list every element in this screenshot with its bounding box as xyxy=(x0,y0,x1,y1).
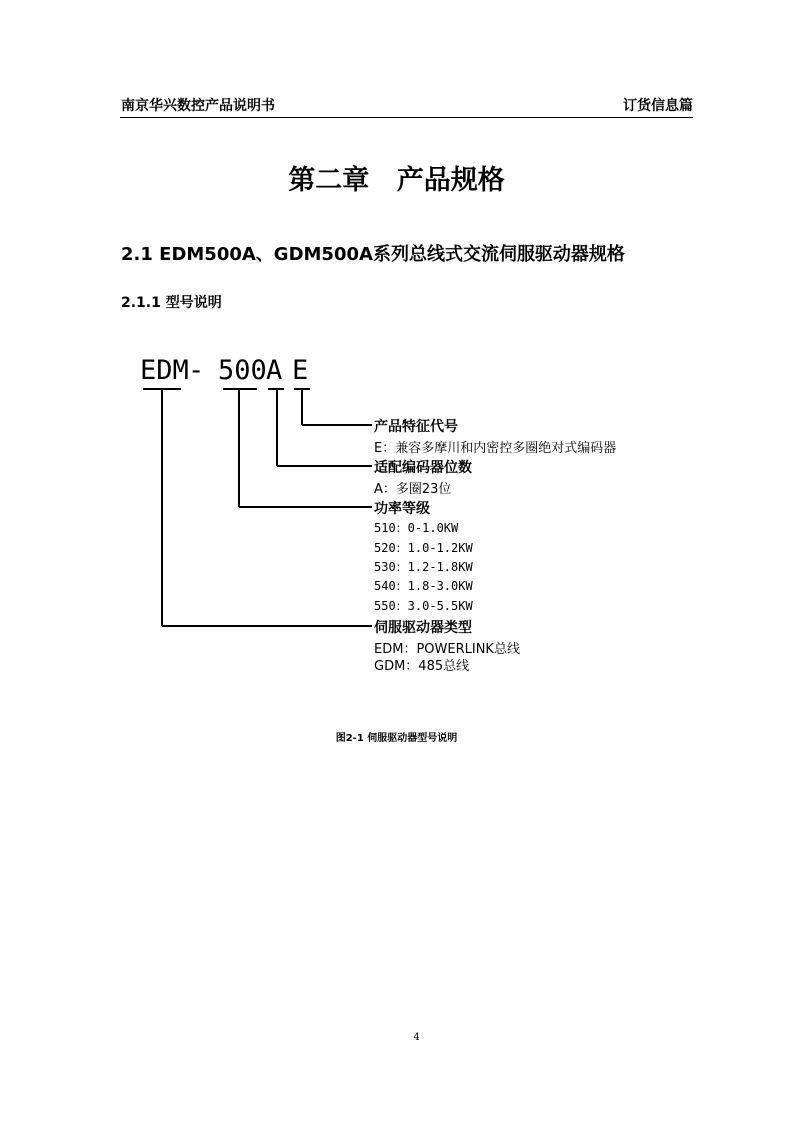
power-level-item: 540：1.8-3.0KW xyxy=(374,579,473,593)
chapter-title: 第二章 产品规格 xyxy=(288,165,505,196)
section-title: 2.1 EDM500A、GDM500A系列总线式交流伺服驱动器规格 xyxy=(121,244,625,265)
feature-code-item: E：兼容多摩川和内密控多圈绝对式编码器 xyxy=(374,441,617,456)
power-level-title: 功率等级 xyxy=(374,501,430,517)
model-code-dash: - xyxy=(188,355,205,386)
model-code-power: 500 xyxy=(218,355,267,386)
figure-caption: 图2-1 伺服驱动器型号说明 xyxy=(335,733,458,744)
header-left-title: 南京华兴数控产品说明书 xyxy=(121,98,275,114)
power-level-item: 520：1.0-1.2KW xyxy=(374,541,473,555)
driver-type-item: EDM：POWERLINK总线 xyxy=(374,642,520,657)
header-right-title: 订货信息篇 xyxy=(623,98,693,114)
model-code-encoder: A xyxy=(266,355,283,386)
model-code-feature: E xyxy=(292,355,309,386)
driver-type-title: 伺服驱动器类型 xyxy=(374,620,472,636)
encoder-bits-title: 适配编码器位数 xyxy=(374,460,472,476)
power-level-item: 530：1.2-1.8KW xyxy=(374,560,473,574)
feature-code-title: 产品特征代号 xyxy=(374,419,458,435)
power-level-item: 510：0-1.0KW xyxy=(374,521,459,535)
page-number: 4 xyxy=(413,1032,420,1043)
subsection-title: 2.1.1 型号说明 xyxy=(121,295,222,311)
power-level-item: 550：3.0-5.5KW xyxy=(374,599,473,613)
encoder-bits-item: A：多圈23位 xyxy=(374,482,452,497)
model-code-type: EDM xyxy=(140,355,189,386)
driver-type-item: GDM：485总线 xyxy=(374,659,470,674)
